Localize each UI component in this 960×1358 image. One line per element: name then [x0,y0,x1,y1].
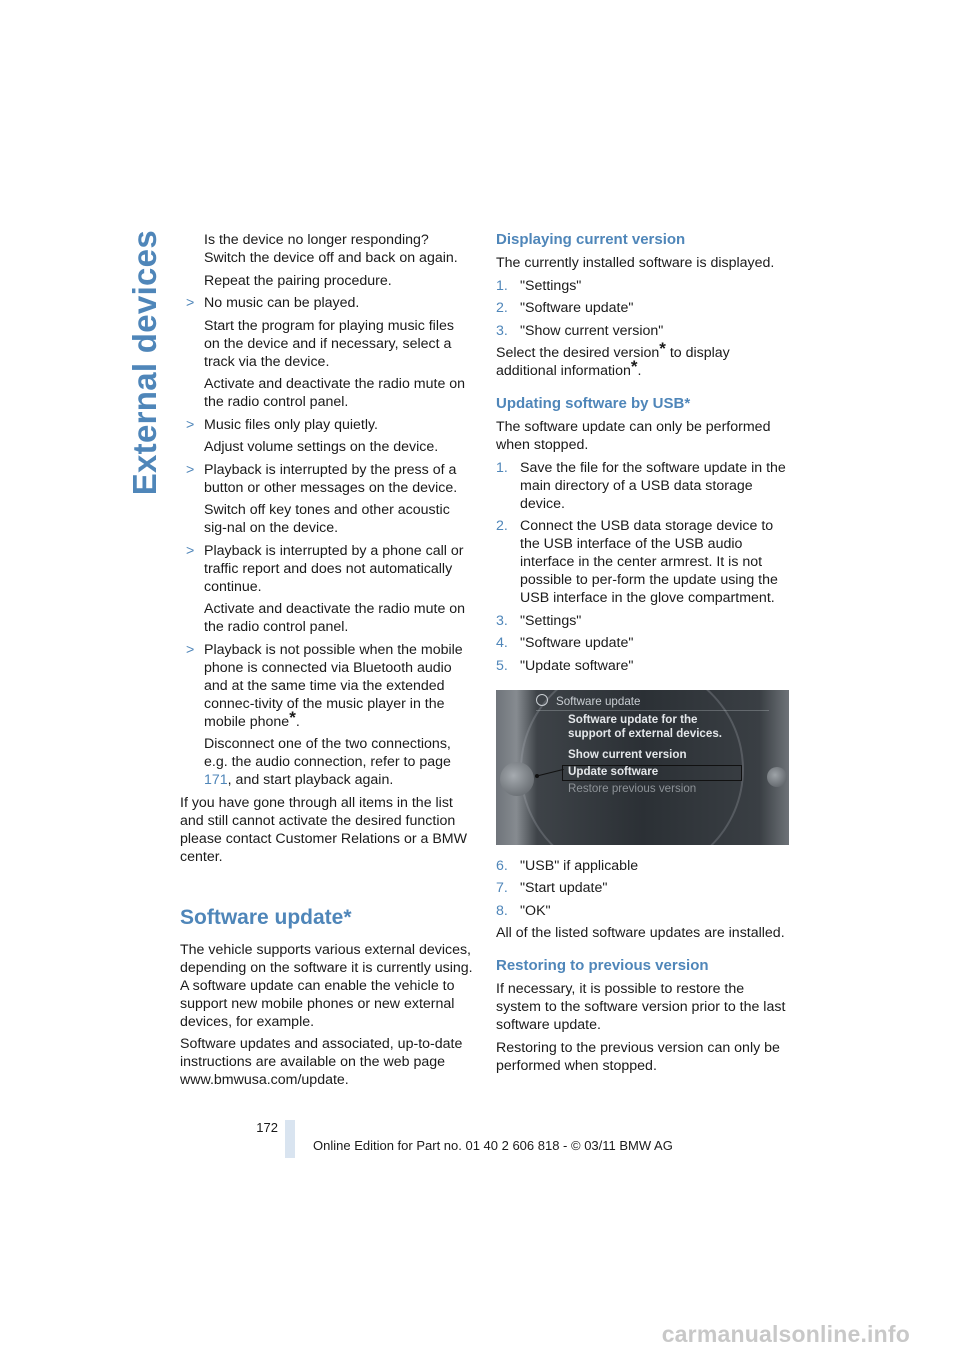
bullet-marker: > [186,542,195,559]
bullet-marker: > [186,461,195,478]
idrive-screen-image [496,690,789,845]
paragraph: Software updates and associated, up-to-date instructions are available on the web page www.bmwusa.com/update. [180,1036,463,1088]
list-item: > Playback is not possible when the mobile phone is connected via Bluetooth audio and at the same time via the extended connec-tivity of the music player in the mobile phone*. [186,641,463,730]
list-item: 2. "Software update" [496,300,634,316]
controller-knob-right-icon [767,767,787,787]
screen-menu-item: Restore previous version [568,781,697,795]
list-item: > No music can be played. [186,295,360,311]
subsection-heading: Restoring to previous version [496,957,709,974]
page-number: 172 [256,1120,278,1135]
paragraph: Activate and deactivate the radio mute on the radio control panel. [204,376,466,410]
watermark: carmanualsonline.info [661,1321,910,1347]
page-reference-link[interactable]: 171 [204,772,228,788]
list-item: 1. "Settings" [496,277,582,294]
callout-dot [535,774,539,778]
bullet-marker: > [186,295,195,311]
list-item: 3. "Settings" [496,612,582,629]
optional-equipment-asterisk: * [289,707,296,727]
paragraph: If necessary, it is possible to restore the system to the software version prior to the last software update. [496,981,786,1033]
settings-icon [536,694,548,706]
paragraph: Adjust volume settings on the device. [204,439,439,455]
paragraph: All of the listed software updates are installed. [496,925,785,941]
screen-header: Software update [536,694,769,711]
list-item: 5. "Update software" [496,657,634,674]
optional-equipment-asterisk: * [659,339,666,358]
paragraph: The software update can only be performed when stopped. [496,419,771,453]
subsection-heading: Updating software by USB* [496,395,691,412]
list-item: 8. "OK" [496,902,551,919]
paragraph: Switch off key tones and other acoustic sig-nal on the device. [204,502,450,536]
paragraph: Is the device no longer responding? Switch the device off and back on again. [204,232,458,266]
paragraph: If you have gone through all items in the list and still cannot activate the desired function please contact Customer Relations or a BMW center. [180,794,468,865]
bullet-marker: > [186,416,195,433]
list-item: 6. "USB" if applicable [496,857,639,874]
paragraph: The vehicle supports various external devices, depending on the software it is currently using. A software update can enable the vehicle to support new mobile phones or new external devices, for example. [180,941,473,1030]
screen-menu-item: Software update for the support of external devices. [568,712,722,740]
list-item: > Playback is interrupted by the press of a button or other messages on the device. [186,461,458,496]
subsection-heading: Displaying current version [496,231,686,248]
paragraph: Repeat the pairing procedure. [204,272,392,289]
right-column [496,231,790,1079]
section-heading: Software update* [180,905,352,929]
footer-text: Online Edition for Part no. 01 40 2 606 818 - © 03/11 BMW AG [313,1138,673,1153]
bullet-marker: > [186,641,195,658]
screen-menu-item: Show current version [568,747,687,761]
left-column [180,231,473,1094]
paragraph: Disconnect one of the two connections, e.g. the audio connection, refer to page 171, and start playback again. [204,736,451,788]
paragraph: The currently installed software is displayed. [496,255,775,271]
list-item: 4. "Software update" [496,635,634,651]
optional-equipment-asterisk: * [630,357,638,376]
list-item: > Playback is interrupted by a phone call or traffic report and does not automatically continue. [186,542,464,595]
list-item: 2. Connect the USB data storage device to the USB interface of the USB audio interface in the center armrest. It is not possible to per-form the update using the USB interface in the glove compartment. [496,518,778,606]
list-item: 7. "Start update" [496,880,608,896]
section-side-tab: External devices [126,230,163,496]
footer-bar [285,1120,295,1158]
paragraph: Start the program for playing music files on the device and if necessary, select a track via the device. [204,317,454,370]
list-item: 3. "Show current version" [496,322,664,339]
paragraph: Restoring to the previous version can only be performed when stopped. [496,1039,780,1074]
paragraph: Activate and deactivate the radio mute on the radio control panel. [204,601,466,635]
list-item: 1. Save the file for the software update in the main directory of a USB data storage device. [496,459,786,512]
paragraph: Select the desired version* to display additional information*. [496,339,730,379]
highlight-frame [562,765,742,781]
screen-menu-item-selected: Update software [568,764,659,778]
list-item: > Music files only play quietly. [186,416,378,433]
controller-knob-icon [500,762,534,796]
